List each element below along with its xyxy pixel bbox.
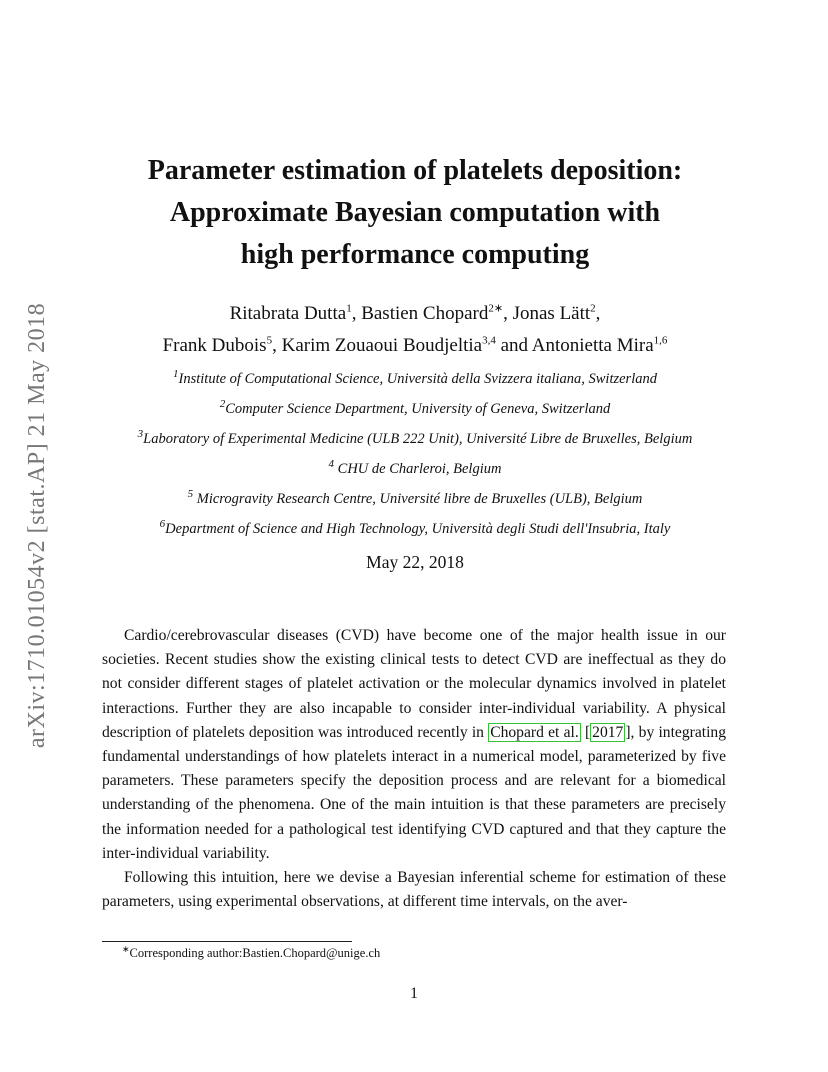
author-name: Ritabrata Dutta bbox=[229, 303, 347, 324]
author-line-2 bbox=[80, 330, 750, 362]
author-name: Bastien Chopard bbox=[361, 303, 489, 324]
abstract bbox=[102, 624, 726, 914]
affiliation-text: Laboratory of Experimental Medicine (ULB 222 Unit), Université Libre de Bruxelles, Belgium bbox=[143, 431, 693, 447]
arxiv-identifier: arXiv:1710.01054v2 [stat.AP] 21 May 2018 bbox=[24, 302, 51, 748]
affiliation-text: Institute of Computational Science, Università della Svizzera italiana, Switzerland bbox=[178, 371, 657, 387]
page-number: 1 bbox=[410, 985, 418, 1002]
citation-link-authors[interactable]: Chopard et al. bbox=[490, 723, 579, 741]
footnote bbox=[122, 943, 381, 961]
affiliation-sup: 6 bbox=[159, 518, 166, 531]
affiliation-text: Department of Science and High Technology, Università degli Studi dell'Insubria, Italy bbox=[165, 521, 671, 537]
affiliation-sup: 5 bbox=[187, 488, 194, 501]
author-affil-sup: 5 bbox=[266, 334, 273, 347]
affiliation-sup: 4 bbox=[328, 458, 335, 471]
abstract-text: Cardio/cerebrovascular diseases (CVD) have become one of the major health issue in our societies. Recent studies show the existing clinical tests to detect CVD are ineffectual as they do not consider different stages of platelet activation or the molecular dynamics involved in platelet interactions. Further they are also incapable to consider inter-individual variability. A physical description of platelets deposition was introduced recently in bbox=[102, 627, 726, 741]
affiliation-item bbox=[80, 484, 750, 514]
affiliation-item bbox=[80, 454, 750, 484]
abstract-paragraph-2: Following this intuition, here we devise a Bayesian inferential scheme for estimation of these parameters, using experimental observations, at different time intervals, on the aver- bbox=[102, 869, 726, 911]
footnote-marker: ∗ bbox=[122, 943, 130, 954]
author-list bbox=[80, 298, 750, 362]
affiliation-sup: 2 bbox=[219, 398, 226, 411]
affiliation-item bbox=[80, 364, 750, 394]
author-separator: , bbox=[272, 335, 282, 356]
author-separator: , bbox=[351, 303, 362, 324]
author-affil-sup: 2 bbox=[590, 302, 596, 315]
abstract-paragraph-1: Cardio/cerebrovascular diseases (CVD) have become one of the major health issue in our societies. Recent studies show the existing clinical tests to detect CVD are ineffectual as they do not consider different stages of platelet activation or the molecular dynamics involved in platelet interactions. Further they are also incapable to consider inter-individual variability. A physical description of platelets deposition was introduced recently in Chopard et al. [ 2017 ], by integrating fundamental understandings of how platelets interact in a numerical model, parameterized by five parameters. These parameters specify the deposition process and are relevant for a biomedical understanding of the phenomena. One of the main intuition is that these parameters are precisely the information needed for a pathological test identifying CVD captured and that they capture the inter-individual variability. bbox=[102, 627, 727, 862]
affiliation-sup: 3 bbox=[137, 428, 144, 441]
author-line-1 bbox=[80, 298, 750, 330]
arxiv-sidebar-stamp bbox=[18, 280, 58, 770]
affiliation-item bbox=[80, 514, 750, 544]
affiliation-text: CHU de Charleroi, Belgium bbox=[334, 461, 502, 477]
citation-link-year[interactable]: 2017 bbox=[592, 723, 624, 741]
paper-title bbox=[80, 150, 750, 276]
author-name: Jonas Lätt bbox=[512, 303, 591, 324]
affiliation-sup: 1 bbox=[173, 368, 179, 381]
footnote-text: Corresponding author:Bastien.Chopard@unige.ch bbox=[129, 946, 381, 960]
affiliation-item bbox=[80, 424, 750, 454]
author-name: Karim Zouaoui Boudjeltia bbox=[281, 335, 483, 356]
affiliation-text: Microgravity Research Centre, Université libre de Bruxelles (ULB), Belgium bbox=[193, 491, 643, 507]
affiliation-list bbox=[80, 364, 750, 544]
author-affil-sup: 1 bbox=[346, 302, 352, 315]
author-name: Antonietta Mira bbox=[531, 335, 654, 356]
author-name: Frank Dubois bbox=[162, 335, 267, 356]
publication-date: May 22, 2018 bbox=[366, 552, 464, 572]
footnote-divider bbox=[102, 941, 352, 942]
affiliation-text: Computer Science Department, University of Geneva, Switzerland bbox=[225, 401, 611, 417]
author-affil-sup: 2∗ bbox=[488, 302, 504, 315]
affiliation-item bbox=[80, 394, 750, 424]
title-line-2: Approximate Bayesian computation with bbox=[169, 197, 661, 228]
title-line-3: high performance computing bbox=[240, 239, 590, 270]
title-line-1: Parameter estimation of platelets deposition: bbox=[147, 155, 683, 186]
author-separator: , bbox=[503, 303, 513, 324]
abstract-text: , by integrating fundamental understandings of how platelets interact in a numerical model, parameterized by five parameters. These parameters specify the deposition process and are relevant for a biomedical understanding of the phenomena. One of the main intuition is that these parameters are precisely the information needed for a pathological test identifying CVD captured and that they capture the inter-individual variability. bbox=[102, 723, 727, 862]
author-affil-sup: 1,6 bbox=[653, 334, 668, 347]
author-affil-sup: 3,4 bbox=[482, 334, 496, 347]
author-separator: and bbox=[495, 335, 532, 356]
author-separator: , bbox=[595, 303, 601, 324]
